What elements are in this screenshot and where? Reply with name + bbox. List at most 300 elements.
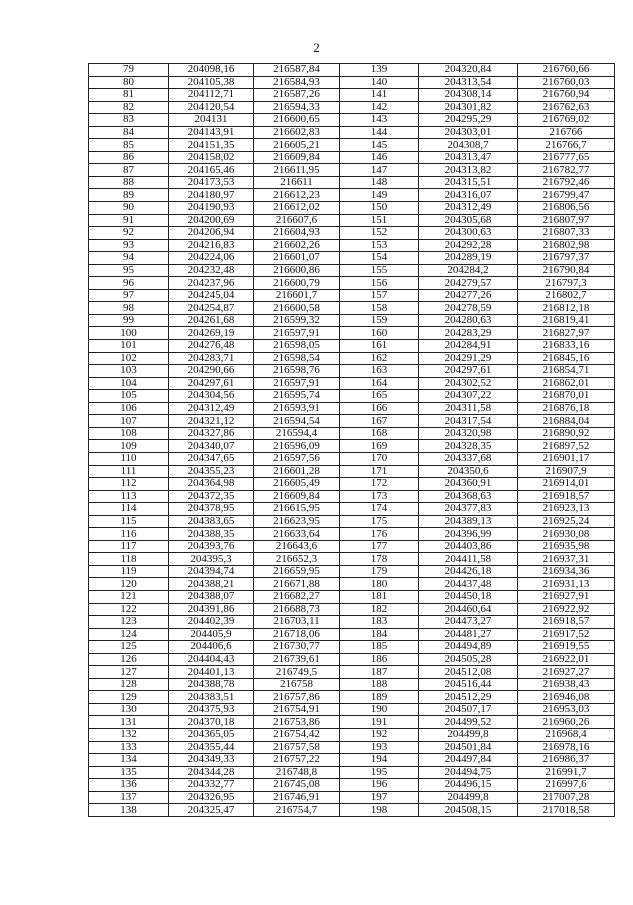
point-number-cell: 150: [340, 202, 419, 215]
table-row: [89, 490, 615, 503]
y-coordinate-cell: 216802,98: [518, 239, 615, 252]
x-coordinate-cell: 204312,49: [419, 202, 518, 215]
point-number-cell: 98: [89, 302, 169, 315]
y-coordinate-cell: 216766,7: [518, 139, 615, 152]
point-number-cell: 193: [340, 741, 419, 754]
x-coordinate-cell: 204426,18: [419, 565, 518, 578]
point-number-cell: 135: [89, 766, 169, 779]
point-number-cell: 163: [340, 365, 419, 378]
point-number-cell: 106: [89, 402, 169, 415]
table-row: [89, 202, 615, 215]
x-coordinate-cell: 204261,68: [169, 314, 254, 327]
y-coordinate-cell: 216797,37: [518, 252, 615, 265]
x-coordinate-cell: 204313,54: [419, 76, 518, 89]
y-coordinate-cell: 216609,84: [254, 490, 340, 503]
x-coordinate-cell: 204311,58: [419, 402, 518, 415]
point-number-cell: 116: [89, 528, 169, 541]
x-coordinate-cell: 204284,2: [419, 264, 518, 277]
point-number-cell: 177: [340, 540, 419, 553]
y-coordinate-cell: 216914,01: [518, 478, 615, 491]
y-coordinate-cell: 216587,84: [254, 64, 340, 77]
point-number-cell: 114: [89, 503, 169, 516]
y-coordinate-cell: 216807,33: [518, 227, 615, 240]
table-row: [89, 678, 615, 691]
point-number-cell: 165: [340, 390, 419, 403]
point-number-cell: 99: [89, 314, 169, 327]
x-coordinate-cell: 204313,82: [419, 164, 518, 177]
point-number-cell: 123: [89, 616, 169, 629]
x-coordinate-cell: 204349,33: [169, 754, 254, 767]
y-coordinate-cell: 216797,3: [518, 277, 615, 290]
table-row: [89, 327, 615, 340]
y-coordinate-cell: 216890,92: [518, 427, 615, 440]
table-row: [89, 214, 615, 227]
point-number-cell: 112: [89, 478, 169, 491]
point-number-cell: 144: [340, 126, 419, 139]
point-number-cell: 174: [340, 503, 419, 516]
point-number-cell: 92: [89, 227, 169, 240]
x-coordinate-cell: 204404,43: [169, 653, 254, 666]
y-coordinate-cell: 216897,52: [518, 440, 615, 453]
y-coordinate-cell: 216604,93: [254, 227, 340, 240]
y-coordinate-cell: 216703,11: [254, 616, 340, 629]
y-coordinate-cell: 216594,4: [254, 427, 340, 440]
x-coordinate-cell: 204143,91: [169, 126, 254, 139]
point-number-cell: 154: [340, 252, 419, 265]
point-number-cell: 108: [89, 427, 169, 440]
x-coordinate-cell: 204516,44: [419, 678, 518, 691]
x-coordinate-cell: 204301,82: [419, 101, 518, 114]
table-row: [89, 728, 615, 741]
x-coordinate-cell: 204383,65: [169, 515, 254, 528]
point-number-cell: 171: [340, 465, 419, 478]
y-coordinate-cell: 216806,56: [518, 202, 615, 215]
point-number-cell: 84: [89, 126, 169, 139]
y-coordinate-cell: 216870,01: [518, 390, 615, 403]
y-coordinate-cell: 216602,26: [254, 239, 340, 252]
x-coordinate-cell: 204393,76: [169, 540, 254, 553]
y-coordinate-cell: 216594,54: [254, 415, 340, 428]
y-coordinate-cell: 216659,95: [254, 565, 340, 578]
y-coordinate-cell: 216596,09: [254, 440, 340, 453]
x-coordinate-cell: 204303,01: [419, 126, 518, 139]
point-number-cell: 102: [89, 352, 169, 365]
x-coordinate-cell: 204328,35: [419, 440, 518, 453]
point-number-cell: 148: [340, 176, 419, 189]
y-coordinate-cell: 216600,65: [254, 114, 340, 127]
x-coordinate-cell: 204325,47: [169, 804, 254, 817]
point-number-cell: 131: [89, 716, 169, 729]
y-coordinate-cell: 216612,23: [254, 189, 340, 202]
point-number-cell: 195: [340, 766, 419, 779]
point-number-cell: 80: [89, 76, 169, 89]
y-coordinate-cell: 216937,31: [518, 553, 615, 566]
x-coordinate-cell: 204370,18: [169, 716, 254, 729]
y-coordinate-cell: 216612,02: [254, 202, 340, 215]
point-number-cell: 113: [89, 490, 169, 503]
point-number-cell: 162: [340, 352, 419, 365]
y-coordinate-cell: 216602,83: [254, 126, 340, 139]
y-coordinate-cell: 216745,08: [254, 779, 340, 792]
x-coordinate-cell: 204401,13: [169, 666, 254, 679]
table-row: [89, 390, 615, 403]
point-number-cell: 91: [89, 214, 169, 227]
x-coordinate-cell: 204173,53: [169, 176, 254, 189]
y-coordinate-cell: 216876,18: [518, 402, 615, 415]
table-row: [89, 289, 615, 302]
y-coordinate-cell: 216927,27: [518, 666, 615, 679]
table-row: [89, 515, 615, 528]
y-coordinate-cell: 216754,7: [254, 804, 340, 817]
point-number-cell: 181: [340, 590, 419, 603]
x-coordinate-cell: 204224,06: [169, 252, 254, 265]
y-coordinate-cell: 216600,58: [254, 302, 340, 315]
y-coordinate-cell: 216930,08: [518, 528, 615, 541]
point-number-cell: 129: [89, 691, 169, 704]
point-number-cell: 86: [89, 151, 169, 164]
point-number-cell: 142: [340, 101, 419, 114]
x-coordinate-cell: 204308,14: [419, 89, 518, 102]
y-coordinate-cell: 216598,54: [254, 352, 340, 365]
point-number-cell: 122: [89, 603, 169, 616]
table-row: [89, 89, 615, 102]
y-coordinate-cell: 216671,88: [254, 578, 340, 591]
table-row: [89, 590, 615, 603]
point-number-cell: 176: [340, 528, 419, 541]
x-coordinate-cell: 204112,71: [169, 89, 254, 102]
y-coordinate-cell: 216688,73: [254, 603, 340, 616]
y-coordinate-cell: 216925,24: [518, 515, 615, 528]
y-coordinate-cell: 216601,28: [254, 465, 340, 478]
point-number-cell: 125: [89, 641, 169, 654]
x-coordinate-cell: 204512,08: [419, 666, 518, 679]
y-coordinate-cell: 216923,13: [518, 503, 615, 516]
point-number-cell: 89: [89, 189, 169, 202]
y-coordinate-cell: 216922,01: [518, 653, 615, 666]
x-coordinate-cell: 204497,84: [419, 754, 518, 767]
y-coordinate-cell: 216934,36: [518, 565, 615, 578]
x-coordinate-cell: 204494,89: [419, 641, 518, 654]
x-coordinate-cell: 204232,48: [169, 264, 254, 277]
x-coordinate-cell: 204355,23: [169, 465, 254, 478]
x-coordinate-cell: 204283,29: [419, 327, 518, 340]
x-coordinate-cell: 204496,15: [419, 779, 518, 792]
coordinates-table: [88, 63, 615, 817]
point-number-cell: 118: [89, 553, 169, 566]
point-number-cell: 184: [340, 628, 419, 641]
x-coordinate-cell: 204131: [169, 114, 254, 127]
table-row: [89, 565, 615, 578]
x-coordinate-cell: 204372,35: [169, 490, 254, 503]
point-number-cell: 191: [340, 716, 419, 729]
x-coordinate-cell: 204473,27: [419, 616, 518, 629]
y-coordinate-cell: 216601,7: [254, 289, 340, 302]
point-number-cell: 140: [340, 76, 419, 89]
y-coordinate-cell: 216593,91: [254, 402, 340, 415]
x-coordinate-cell: 204180,97: [169, 189, 254, 202]
y-coordinate-cell: 216595,74: [254, 390, 340, 403]
y-coordinate-cell: 216938,43: [518, 678, 615, 691]
y-coordinate-cell: 216802,7: [518, 289, 615, 302]
y-coordinate-cell: 216757,58: [254, 741, 340, 754]
point-number-cell: 169: [340, 440, 419, 453]
x-coordinate-cell: 204313,47: [419, 151, 518, 164]
y-coordinate-cell: 216597,56: [254, 452, 340, 465]
point-number-cell: 96: [89, 277, 169, 290]
point-number-cell: 128: [89, 678, 169, 691]
table-row: [89, 239, 615, 252]
point-number-cell: 156: [340, 277, 419, 290]
table-row: [89, 754, 615, 767]
y-coordinate-cell: 216807,97: [518, 214, 615, 227]
point-number-cell: 187: [340, 666, 419, 679]
y-coordinate-cell: 216609,84: [254, 151, 340, 164]
table-row: [89, 440, 615, 453]
y-coordinate-cell: 216611: [254, 176, 340, 189]
point-number-cell: 198: [340, 804, 419, 817]
x-coordinate-cell: 204388,35: [169, 528, 254, 541]
y-coordinate-cell: 216927,91: [518, 590, 615, 603]
point-number-cell: 101: [89, 340, 169, 353]
point-number-cell: 105: [89, 390, 169, 403]
table-row: [89, 365, 615, 378]
x-coordinate-cell: 204332,77: [169, 779, 254, 792]
x-coordinate-cell: 204388,07: [169, 590, 254, 603]
point-number-cell: 83: [89, 114, 169, 127]
x-coordinate-cell: 204499,52: [419, 716, 518, 729]
y-coordinate-cell: 216611,95: [254, 164, 340, 177]
y-coordinate-cell: 216907,9: [518, 465, 615, 478]
point-number-cell: 82: [89, 101, 169, 114]
table-row: [89, 352, 615, 365]
x-coordinate-cell: 204326,95: [169, 791, 254, 804]
point-number-cell: 152: [340, 227, 419, 240]
point-number-cell: 192: [340, 728, 419, 741]
y-coordinate-cell: 216953,03: [518, 703, 615, 716]
table-row: [89, 553, 615, 566]
x-coordinate-cell: 204312,49: [169, 402, 254, 415]
y-coordinate-cell: 216754,91: [254, 703, 340, 716]
table-row: [89, 540, 615, 553]
x-coordinate-cell: 204499,8: [419, 728, 518, 741]
y-coordinate-cell: 216760,94: [518, 89, 615, 102]
y-coordinate-cell: 216854,71: [518, 365, 615, 378]
point-number-cell: 104: [89, 377, 169, 390]
table-row: [89, 653, 615, 666]
x-coordinate-cell: 204315,51: [419, 176, 518, 189]
y-coordinate-cell: 216598,05: [254, 340, 340, 353]
y-coordinate-cell: 216607,6: [254, 214, 340, 227]
x-coordinate-cell: 204316,07: [419, 189, 518, 202]
x-coordinate-cell: 204378,95: [169, 503, 254, 516]
x-coordinate-cell: 204245,04: [169, 289, 254, 302]
point-number-cell: 94: [89, 252, 169, 265]
x-coordinate-cell: 204508,15: [419, 804, 518, 817]
x-coordinate-cell: 204278,59: [419, 302, 518, 315]
point-number-cell: 175: [340, 515, 419, 528]
y-coordinate-cell: 216918,57: [518, 490, 615, 503]
point-number-cell: 85: [89, 139, 169, 152]
point-number-cell: 93: [89, 239, 169, 252]
x-coordinate-cell: 204098,16: [169, 64, 254, 77]
y-coordinate-cell: 216623,95: [254, 515, 340, 528]
table-row: [89, 628, 615, 641]
point-number-cell: 117: [89, 540, 169, 553]
point-number-cell: 180: [340, 578, 419, 591]
y-coordinate-cell: 216754,42: [254, 728, 340, 741]
table-row: [89, 139, 615, 152]
x-coordinate-cell: 204340,07: [169, 440, 254, 453]
y-coordinate-cell: 216682,27: [254, 590, 340, 603]
x-coordinate-cell: 204388,21: [169, 578, 254, 591]
table-row: [89, 415, 615, 428]
x-coordinate-cell: 204403,86: [419, 540, 518, 553]
y-coordinate-cell: 216917,52: [518, 628, 615, 641]
point-number-cell: 172: [340, 478, 419, 491]
x-coordinate-cell: 204295,29: [419, 114, 518, 127]
table-row: [89, 76, 615, 89]
point-number-cell: 127: [89, 666, 169, 679]
x-coordinate-cell: 204396,99: [419, 528, 518, 541]
point-number-cell: 137: [89, 791, 169, 804]
point-number-cell: 158: [340, 302, 419, 315]
y-coordinate-cell: 216760,03: [518, 76, 615, 89]
y-coordinate-cell: 217007,28: [518, 791, 615, 804]
x-coordinate-cell: 204305,68: [419, 214, 518, 227]
table-row: [89, 377, 615, 390]
y-coordinate-cell: 216748,8: [254, 766, 340, 779]
point-number-cell: 134: [89, 754, 169, 767]
point-number-cell: 90: [89, 202, 169, 215]
y-coordinate-cell: 216597,91: [254, 327, 340, 340]
point-number-cell: 168: [340, 427, 419, 440]
point-number-cell: 124: [89, 628, 169, 641]
point-number-cell: 155: [340, 264, 419, 277]
y-coordinate-cell: 216946,08: [518, 691, 615, 704]
x-coordinate-cell: 204300,63: [419, 227, 518, 240]
y-coordinate-cell: 216760,66: [518, 64, 615, 77]
y-coordinate-cell: 216986,37: [518, 754, 615, 767]
x-coordinate-cell: 204394,74: [169, 565, 254, 578]
y-coordinate-cell: 216792,46: [518, 176, 615, 189]
y-coordinate-cell: 216749,5: [254, 666, 340, 679]
x-coordinate-cell: 204365,05: [169, 728, 254, 741]
point-number-cell: 121: [89, 590, 169, 603]
x-coordinate-cell: 204320,98: [419, 427, 518, 440]
y-coordinate-cell: 216901,17: [518, 452, 615, 465]
table-row: [89, 465, 615, 478]
y-coordinate-cell: 216762,63: [518, 101, 615, 114]
x-coordinate-cell: 204460,64: [419, 603, 518, 616]
table-row: [89, 779, 615, 792]
y-coordinate-cell: 216757,22: [254, 754, 340, 767]
table-row: [89, 340, 615, 353]
point-number-cell: 133: [89, 741, 169, 754]
point-number-cell: 178: [340, 553, 419, 566]
x-coordinate-cell: 204395,3: [169, 553, 254, 566]
x-coordinate-cell: 204327,86: [169, 427, 254, 440]
x-coordinate-cell: 204237,96: [169, 277, 254, 290]
x-coordinate-cell: 204481,27: [419, 628, 518, 641]
point-number-cell: 182: [340, 603, 419, 616]
y-coordinate-cell: 216931,13: [518, 578, 615, 591]
y-coordinate-cell: 216598,76: [254, 365, 340, 378]
x-coordinate-cell: 204280,63: [419, 314, 518, 327]
point-number-cell: 153: [340, 239, 419, 252]
x-coordinate-cell: 204347,65: [169, 452, 254, 465]
y-coordinate-cell: 216601,07: [254, 252, 340, 265]
x-coordinate-cell: 204337,68: [419, 452, 518, 465]
x-coordinate-cell: 204375,93: [169, 703, 254, 716]
point-number-cell: 109: [89, 440, 169, 453]
point-number-cell: 141: [340, 89, 419, 102]
point-number-cell: 164: [340, 377, 419, 390]
point-number-cell: 138: [89, 804, 169, 817]
point-number-cell: 136: [89, 779, 169, 792]
y-coordinate-cell: 216652,3: [254, 553, 340, 566]
point-number-cell: 147: [340, 164, 419, 177]
point-number-cell: 111: [89, 465, 169, 478]
x-coordinate-cell: 204377,83: [419, 503, 518, 516]
y-coordinate-cell: 216605,21: [254, 139, 340, 152]
point-number-cell: 190: [340, 703, 419, 716]
point-number-cell: 167: [340, 415, 419, 428]
table-row: [89, 641, 615, 654]
point-number-cell: 161: [340, 340, 419, 353]
y-coordinate-cell: 216845,16: [518, 352, 615, 365]
y-coordinate-cell: 216587,26: [254, 89, 340, 102]
y-coordinate-cell: 216968,4: [518, 728, 615, 741]
y-coordinate-cell: 216862,01: [518, 377, 615, 390]
x-coordinate-cell: 204151,35: [169, 139, 254, 152]
x-coordinate-cell: 204388,78: [169, 678, 254, 691]
x-coordinate-cell: 204360,91: [419, 478, 518, 491]
table-row: [89, 252, 615, 265]
point-number-cell: 100: [89, 327, 169, 340]
table-row: [89, 227, 615, 240]
point-number-cell: 87: [89, 164, 169, 177]
y-coordinate-cell: 216819,41: [518, 314, 615, 327]
point-number-cell: 97: [89, 289, 169, 302]
point-number-cell: 166: [340, 402, 419, 415]
y-coordinate-cell: 216594,33: [254, 101, 340, 114]
table-row: [89, 101, 615, 114]
x-coordinate-cell: 204289,19: [419, 252, 518, 265]
point-number-cell: 188: [340, 678, 419, 691]
x-coordinate-cell: 204450,18: [419, 590, 518, 603]
x-coordinate-cell: 204120,54: [169, 101, 254, 114]
x-coordinate-cell: 204277,26: [419, 289, 518, 302]
x-coordinate-cell: 204405,9: [169, 628, 254, 641]
x-coordinate-cell: 204507,17: [419, 703, 518, 716]
table-row: [89, 64, 615, 77]
y-coordinate-cell: 216633,64: [254, 528, 340, 541]
point-number-cell: 197: [340, 791, 419, 804]
x-coordinate-cell: 204216,83: [169, 239, 254, 252]
table-row: [89, 302, 615, 315]
y-coordinate-cell: 216777,65: [518, 151, 615, 164]
x-coordinate-cell: 204494,75: [419, 766, 518, 779]
point-number-cell: 119: [89, 565, 169, 578]
table-row: [89, 189, 615, 202]
y-coordinate-cell: 216812,18: [518, 302, 615, 315]
y-coordinate-cell: 216978,16: [518, 741, 615, 754]
table-row: [89, 402, 615, 415]
point-number-cell: 149: [340, 189, 419, 202]
table-row: [89, 616, 615, 629]
x-coordinate-cell: 204304,56: [169, 390, 254, 403]
x-coordinate-cell: 204512,29: [419, 691, 518, 704]
